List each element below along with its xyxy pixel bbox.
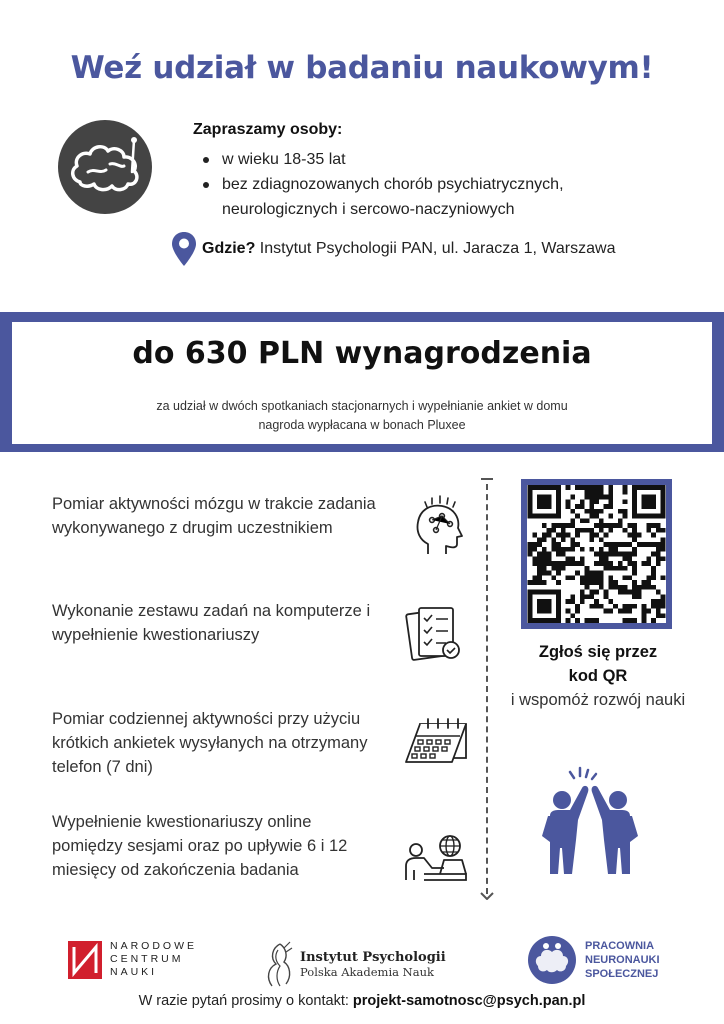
- ncn-line-3: NAUKI: [110, 966, 158, 978]
- invitation-heading: Zapraszamy osoby:: [193, 121, 343, 138]
- criteria-item: w wieku 18-35 lat: [193, 147, 693, 172]
- contact-prefix: W razie pytań prosimy o kontakt:: [138, 993, 349, 1009]
- step-online-questionnaires: Wypełnienie kwestionariuszy online pomiędzy sesjami oraz po upływie 6 i 12 miesięcy od zakończenia badania: [52, 813, 348, 879]
- location-pin-icon: [172, 232, 196, 266]
- reward-payment-note: nagroda wypłacana w bonach Pluxee: [258, 418, 466, 432]
- person-laptop-globe-icon: [404, 834, 470, 884]
- documents-checklist-icon: [405, 604, 467, 666]
- calendar-icon: [402, 714, 472, 774]
- ncn-line-1: NARODOWE: [110, 940, 197, 952]
- pns-line-1: PRACOWNIA: [585, 940, 655, 952]
- timeline-line: [486, 484, 488, 894]
- pns-logo: [528, 936, 660, 984]
- ip-pan-subtitle: Polska Akademia Nauk: [300, 964, 434, 979]
- step-brain-activity: Pomiar aktywności mózgu w trakcie zadania wykonywanego z drugim uczestnikiem: [52, 495, 376, 537]
- criteria-item: bez zdiagnozowanych chorób psychiatrycznych, neurologicznych i sercowo-naczyniowych: [193, 172, 633, 222]
- ip-pan-title: Instytut Psychologii: [300, 949, 446, 965]
- timeline-arrow-icon: [480, 892, 494, 900]
- cta-bold-line: Zgłoś się przez: [538, 643, 658, 661]
- pns-line-3: SPOŁECZNEJ: [585, 968, 659, 980]
- contact-email-link[interactable]: projekt-samotnosc@psych.pan.pl: [352, 993, 586, 1009]
- qr-code-icon[interactable]: [527, 485, 666, 623]
- location-value: Instytut Psychologii PAN, ul. Jaracza 1, Warszawa: [259, 240, 616, 257]
- ncn-logo: [68, 940, 197, 979]
- reward-box: [12, 322, 712, 444]
- pns-line-2: NEURONAUKI: [585, 954, 660, 966]
- cta-qr-label: kod QR: [568, 667, 628, 685]
- qr-call-to-action: [510, 640, 686, 712]
- qr-code-frame[interactable]: [521, 479, 672, 629]
- location-line: [172, 232, 615, 266]
- contact-line: [0, 993, 724, 1009]
- reward-description: za udział w dwóch spotkaniach stacjonarnych i wypełnianie ankiet w domu: [156, 399, 568, 413]
- high-five-icon: [530, 766, 650, 878]
- ip-pan-logo: [262, 940, 446, 988]
- partner-logos: [0, 936, 724, 990]
- location-label: Gdzie?: [202, 240, 256, 257]
- cta-text: i wspomóż rozwój nauki: [510, 691, 686, 709]
- ncn-line-2: CENTRUM: [110, 953, 184, 965]
- criteria-list: [193, 147, 693, 222]
- pns-brain-icon: [528, 936, 576, 984]
- step-daily-surveys: Pomiar codziennej aktywności przy użyciu krótkich ankietek wysyłanych na otrzymany telefon (7 dni): [52, 710, 368, 776]
- head-eeg-icon: [410, 494, 468, 556]
- page-title: Weź udział w badaniu naukowym!: [70, 50, 654, 86]
- reward-heading: do 630 PLN wynagrodzenia: [132, 336, 592, 371]
- ncn-mark-icon: [68, 941, 102, 979]
- ip-pan-emblem-icon: [262, 940, 296, 988]
- brain-logo-icon: [58, 120, 152, 214]
- step-computer-tasks: Wykonanie zestawu zadań na komputerze i wypełnienie kwestionariuszy: [52, 602, 371, 644]
- invitation-block: [193, 121, 693, 222]
